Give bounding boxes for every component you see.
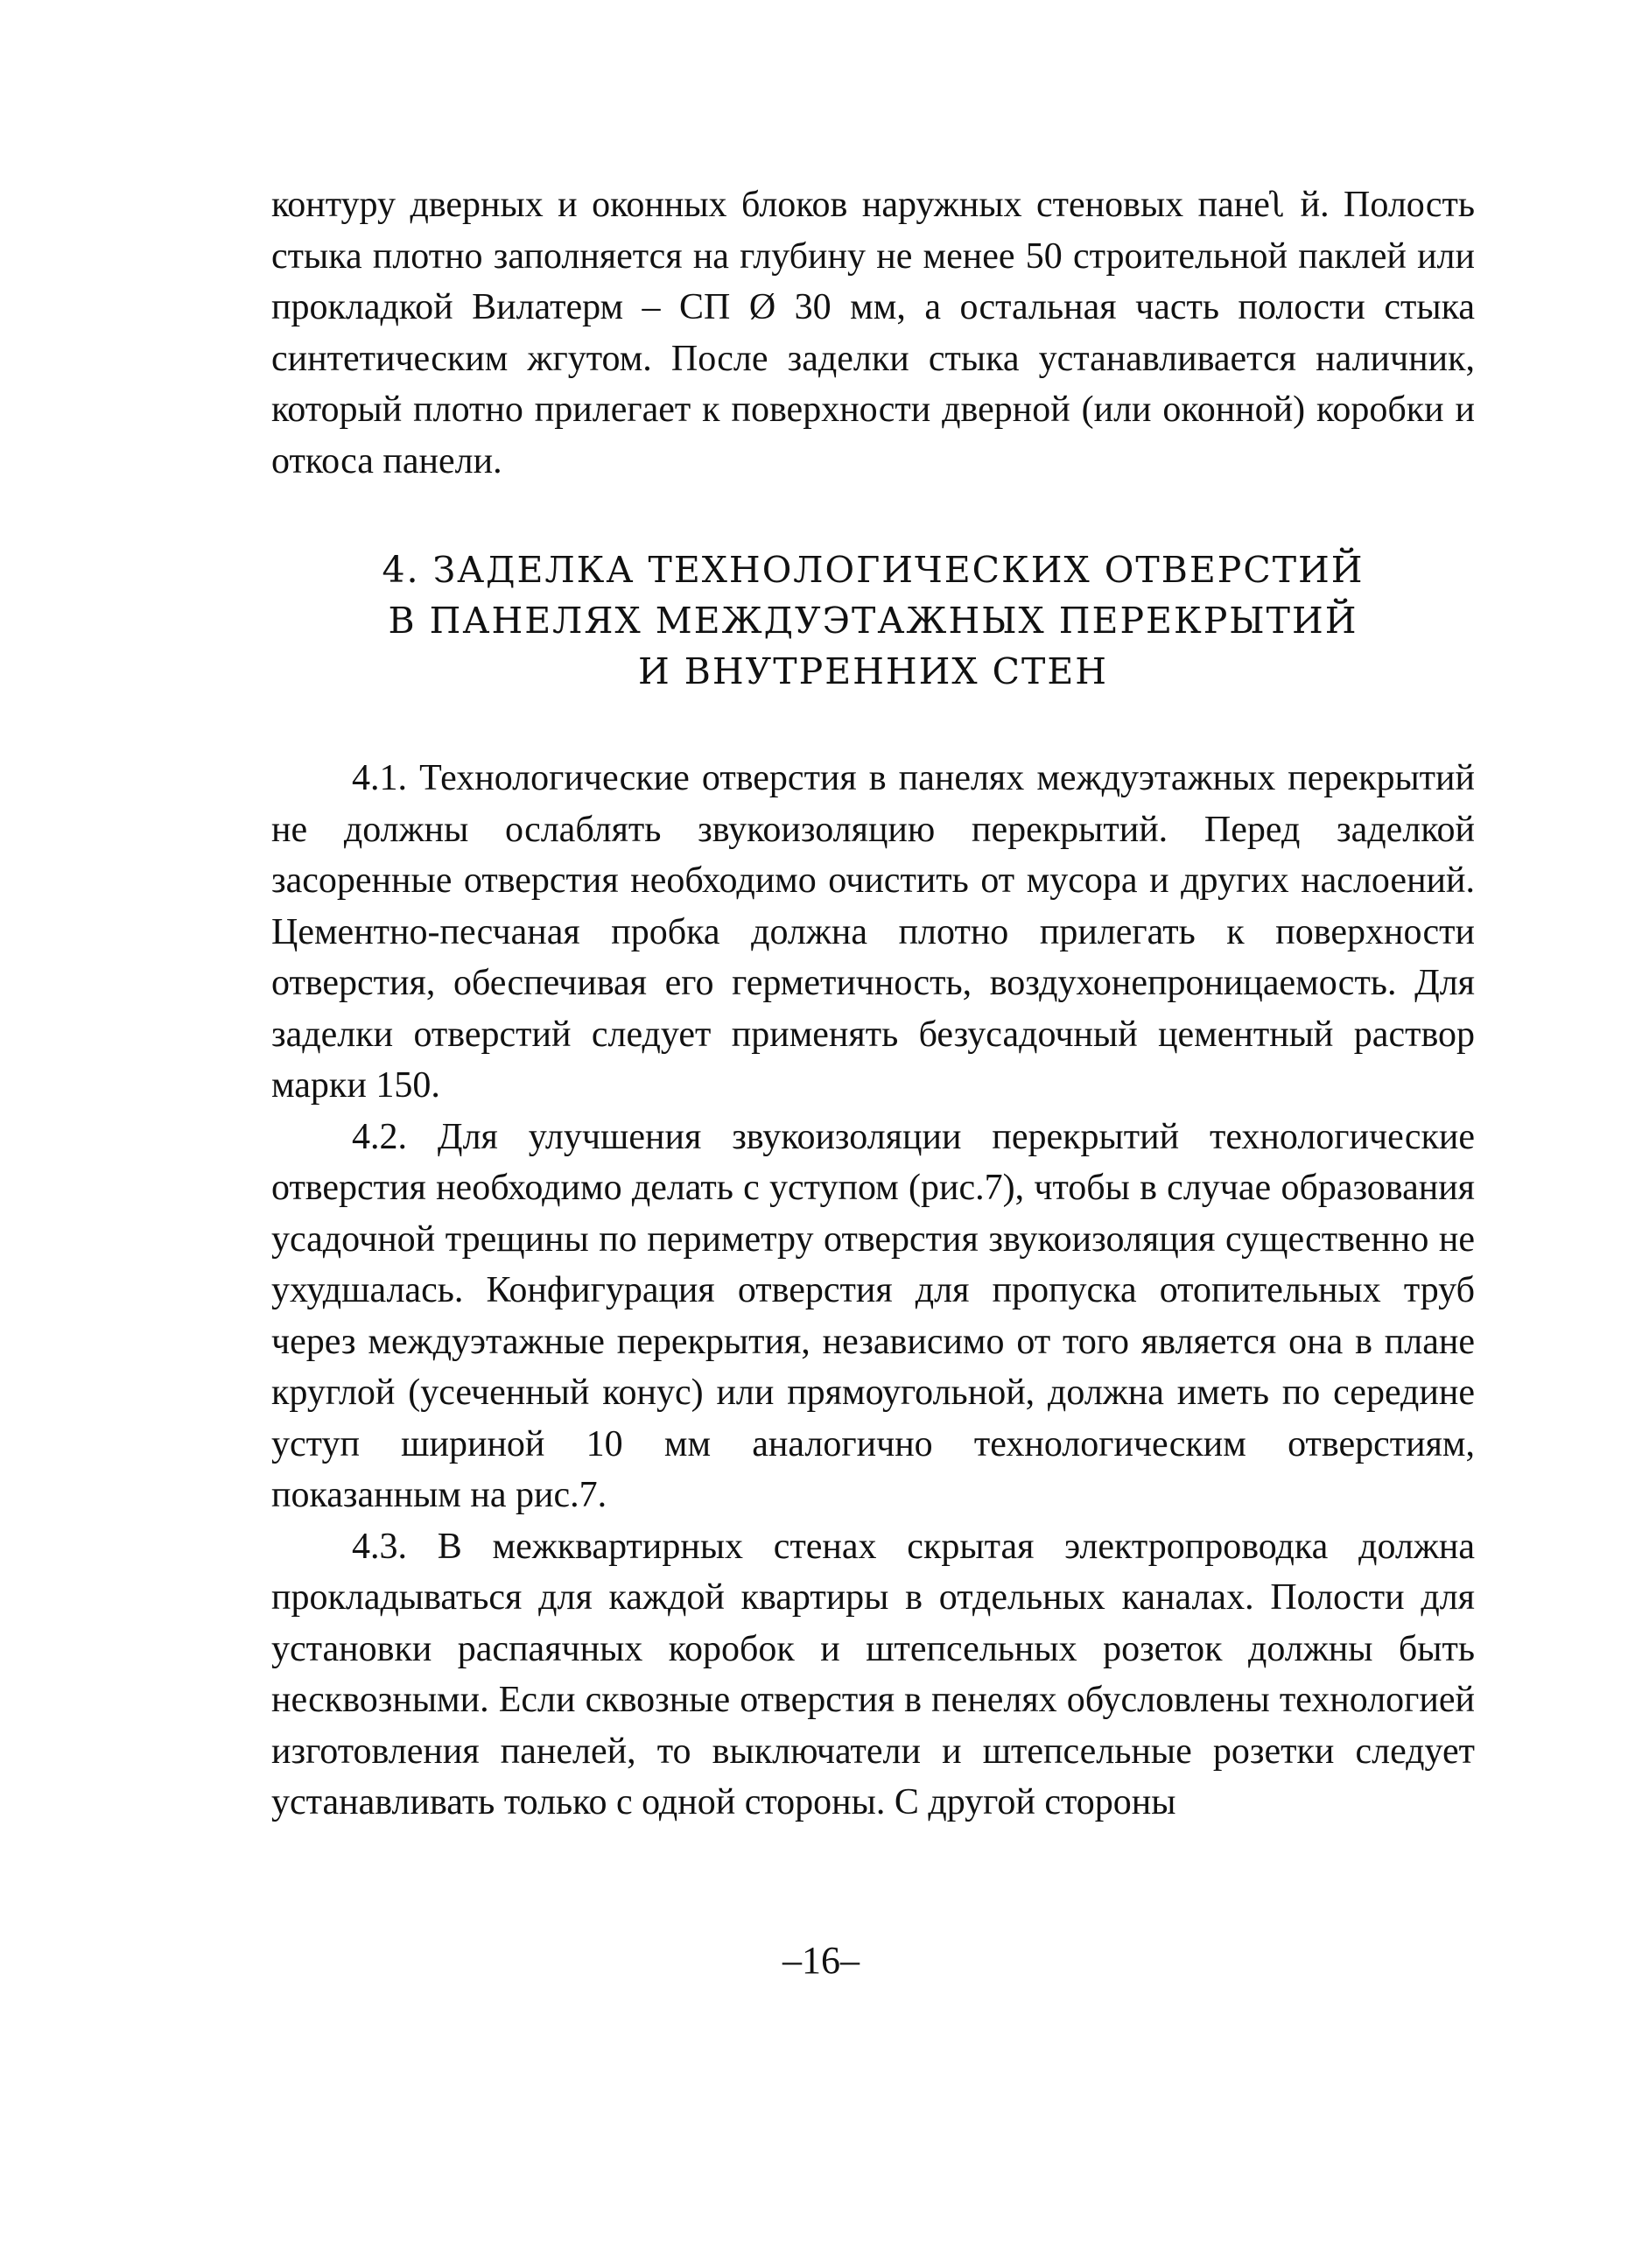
document-page — [271, 179, 1475, 1829]
paragraph-4-2: 4.2. Для улучшения звукоизоляции перекрытий технологические отверстия необходимо делать с уступом (рис.7), чтобы в случае образования усадочной трещины по периметру отверстия звукоизоляция существенно не ухудшалась. Конфигурация отверстия для пропуска отопительных труб через междуэтажные перекрытия, независимо от того является она в плане круглой (усеченный конус) или прямоугольной, должна иметь по середине уступ шириной 10 мм аналогично технологическим отверстиям, показанным на рис.7. — [271, 1116, 1475, 1515]
paragraph-4-1: 4.1. Технологические отверстия в панелях междуэтажных перекрытий не должны ослаблять звукоизоляцию перекрытий. Перед заделкой засоренные отверстия необходимо очистить от мусора и других наслоений. Цементно-песчаная пробка должна плотно прилегать к поверхности отверстия, обеспечивая его герметичность, воздухонепроницаемость. Для заделки отверстий следует применять безусадочный цементный раствор марки 150. — [271, 758, 1475, 1106]
section-heading — [271, 544, 1475, 697]
section-heading-line-3: И ВНУТРЕННИХ СТЕН — [637, 650, 1109, 692]
section-heading-line-2: В ПАНЕЛЯХ МЕЖДУЭТАЖНЫХ ПЕРЕКРЫТИЙ — [388, 600, 1358, 642]
page-number: –16– — [782, 1939, 860, 1982]
section-heading-line-1: 4. ЗАДЕЛКА ТЕХНОЛОГИЧЕСКИХ ОТВЕРСТИЙ — [382, 549, 1365, 591]
paragraph-4-3: 4.3. В межквартирных стенах скрытая электропроводка должна прокладываться для каждой квартиры в отдельных каналах. Полости для установки распаячных коробок и штепсельных розеток должны быть несквозными. Если сквозные отверстия в пенелях обусловлены технологией изготовления панелей, то выключатели и штепсельные розетки следует устанавливать только с одной стороны. С другой стороны — [271, 1526, 1475, 1822]
intro-paragraph: контуру дверных и оконных блоков наружных стеновых панеʅ й. Полость стыка плотно заполняется на глубину не менее 50 строительной паклей или прокладкой Вилатерм – СП Ø 30 мм, а остальная часть полости стыка синтетическим жгутом. После заделки стыка устанавливается наличник, который плотно прилегает к поверхности дверной (или оконной) коробки и откоса панели. — [271, 185, 1475, 481]
